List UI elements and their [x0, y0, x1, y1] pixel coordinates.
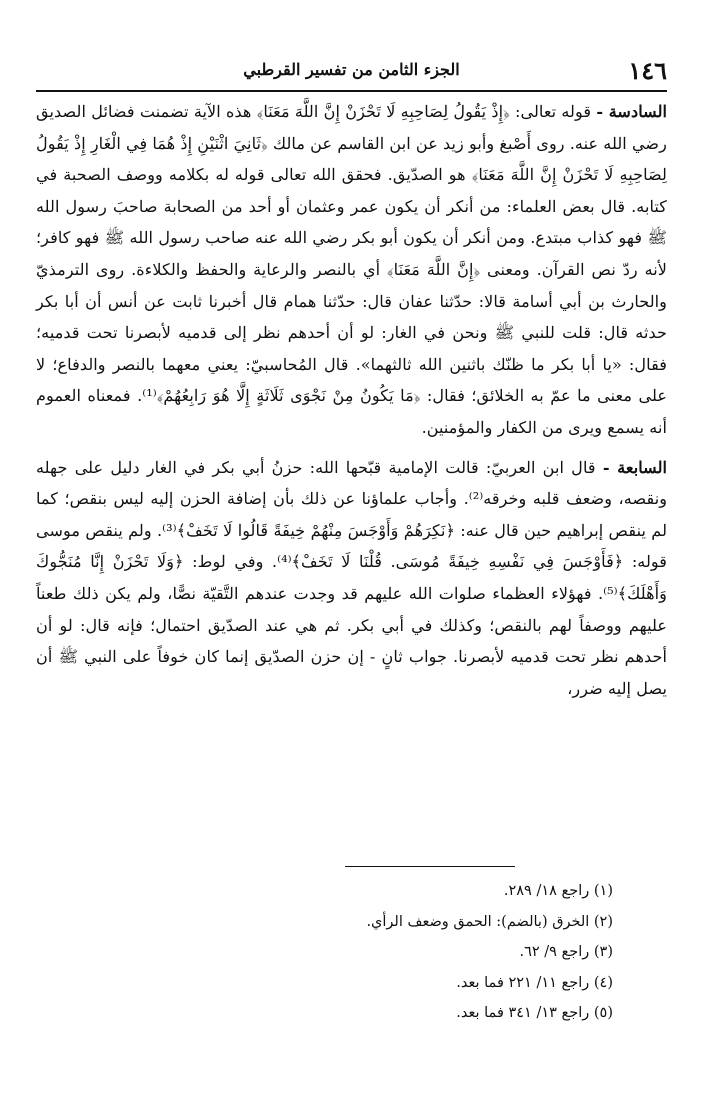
running-title: الجزء الثامن من تفسير القرطبي — [243, 60, 460, 79]
page-number: ١٤٦ — [628, 56, 667, 85]
main-text — [36, 96, 667, 704]
footnotes — [36, 876, 613, 1029]
paragraph-sixth — [36, 96, 667, 444]
footnote-1: (١) راجع ١٨/ ٢٨٩. — [503, 883, 613, 899]
paragraph-lead: السابعة - — [602, 457, 668, 477]
page-header — [36, 48, 667, 88]
paragraph-text: قوله تعالى: ﴿إِذْ يَقُولُ لِصَاحِبِهِ لَا تَحْزَنْ إِنَّ اللَّهَ مَعَنَا﴾ هذه الآية تضمنت فضائل الصديق رضي الله عنه. روى أَصْبغ وأبو زيد عن ابن القاسم عن مالك ﴿ثَانِيَ اثْنَيْنِ إِذْ هُمَا فِي الْغَارِ إِذْ يَقُولُ لِصَاحِبِهِ لَا تَحْزَنْ إِنَّ اللَّهَ مَعَنَا﴾ هو الصدّيق. فحقق الله تعالى قوله له بكلامه ووصف الصحبة في كتابه. قال بعض العلماء: من أنكر أن يكون عمر وعثمان أو أحد من الصحابة صاحبَ رسول الله ﷺ فهو كذاب مبتدع. ومن أنكر أن يكون أبو بكر رضي الله عنه صاحب رسول الله ﷺ فهو كافر؛ لأنه ردّ نص القرآن. ومعنى ﴿إِنَّ اللَّهَ مَعَنَا﴾ أي بالنصر والرعاية والحفظ والكلاءة. روى الترمذيّ والحارث بن أبي أسامة قالا: حدّثنا عفان قال: حدّثنا همام قال أخبرنا ثابت عن أنس أن أبا بكر حدثه قال: قلت للنبي ﷺ ونحن في الغار: لو أن أحدهم نظر إلى قدميه لأبصرنا تحت قدميه؛ فقال: «يا أبا بكر ما ظنّك باثنين الله ثالثهما». قال المُحاسبيّ: يعني معهما بالنصر والدفاع؛ لا على معنى ما عمّ به الخلائق؛ فقال: ﴿مَا يَكُونُ مِنْ نَجْوَى ثَلَاثَةٍ إِلَّا هُوَ رَابِعُهُمْ﴾⁽¹⁾. فمعناه العموم أنه يسمع ويرى من الكفار والمؤمنين. — [36, 102, 667, 437]
footnote-separator — [345, 866, 515, 867]
paragraph-lead: السادسة - — [596, 102, 668, 121]
footnote-5: (٥) راجع ١٣/ ٣٤١ فما بعد. — [456, 1005, 613, 1021]
header-rule — [36, 90, 667, 92]
footnote-3: (٣) راجع ٩/ ٦٢. — [519, 944, 613, 960]
footnote-4: (٤) راجع ١١/ ٢٢١ فما بعد. — [456, 974, 613, 991]
paragraph-text: قال ابن العربيّ: قالت الإمامية قبّحها الله: حزنُ أبي بكر في الغار دليل على جهله ونقصه، وضعف قلبه وخرقه⁽²⁾. وأجاب علماؤنا عن ذلك بأن إضافة الحزن إليه ليس بنقص؛ كما لم ينقص إبراهيم حين قال عنه: ﴿نَكِرَهُمْ وَأَوْجَسَ مِنْهُمْ خِيفَةً قَالُوا لَا تَخَفْ﴾⁽³⁾. ولم ينقص موسى قوله: ﴿فَأَوْجَسَ فِي نَفْسِهِ خِيفَةً مُوسَى. قُلْنَا لَا تَخَفْ﴾⁽⁴⁾. وفي لوط: ﴿وَلَا تَحْزَنْ إِنَّا مُنَجُّوكَ وَأَهْلَكَ﴾⁽⁵⁾. فهؤلاء العظماء صلوات الله عليهم قد وجدت عندهم التَّقيّة نصًّا، ولم يكن ذلك طعناً عليهم ووصفاً لهم بالنقص؛ وكذلك في أبي بكر. ثم هي عند الصدّيق احتمال؛ فإنه قال: لو أن أحدهم نظر تحت قدميه لأبصرنا. جواب ثانٍ - إن حزن الصدّيق إنما كان خوفاً على النبي ﷺ أن يصل إليه ضرر، — [36, 457, 668, 698]
footnote-2: (٢) الخرق (بالضم): الحمق وضعف الرأي. — [366, 913, 613, 930]
paragraph-seventh — [36, 452, 667, 705]
